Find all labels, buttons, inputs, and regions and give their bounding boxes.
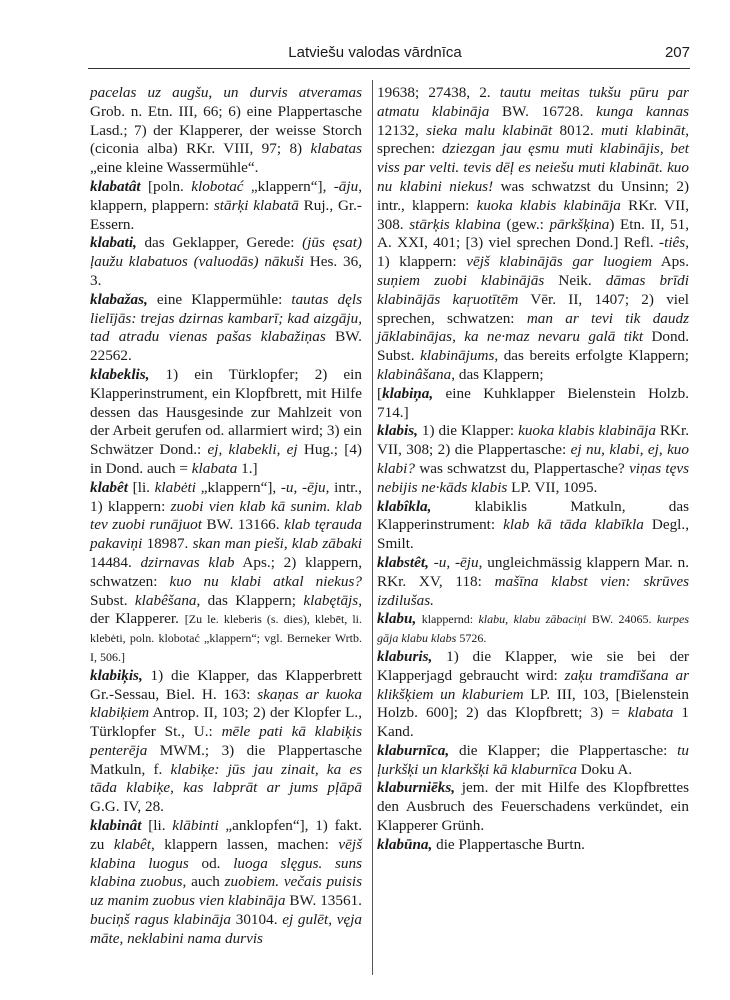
- entry-klabinat: klabinât [li. klābinti „anklopfen“], 1) fakt. zu klabêt, klappern lassen, machen: vējš klabina luogus od. luoga slęgus. suns klabina zuobus, auch zuobiem. večais puisis uz manim zuobus vien klabināja BW. 13561. buciņš ragus klabināja 30104. ej gulēt, vęja māte, neklabini nama durvis: [90, 817, 363, 947]
- entry-klabati: klabati, das Geklapper, Gerede: (jūs ęsat) ļaužu klabatuos (valuodās) nākuši Hes. 36, 3.: [90, 234, 363, 289]
- entry-klabina: [klabiņa, eine Kuhklapper Bielenstein Holzb. 714.]: [377, 384, 689, 421]
- entry-klaburis: klaburis, 1) die Klapper, wie sie bei der Klapperjagd gebraucht wird: zaķu tramdīšana ar klikšķiem un klaburiem LP. III, 103, [Bielenstein Holzb. 600]; 2) das Klopfbrett; 3) = klabata 1 Kand.: [377, 647, 690, 741]
- page-header: [60, 44, 690, 66]
- entry-klaburnieks: klaburniēks, jem. der mit Hilfe des Klopfbrettes den Ausbruch des Feuerschadens verkündet, ein Klapperer Grünh.: [377, 779, 689, 835]
- entry-klabet: klabêt [li. klabėti „klappern“], -u, -ēju, intr., 1) klappern: zuobi vien klab kā sunim. klab tev zuobi runājuot BW. 13166. klab tęrauda pakaviņi 18987. skan man pieši, klab zābaki 14484. dzirnavas klab Aps.; 2) klappern, schwatzen: kuo nu klabi atkal niekus? Subst. klabêšana, das Klappern; klabętājs, der Klapperer. [Zu le. kleberis (s. dies), klebēt, li. klebėti, poln. klobotać „klappern“; vgl. Berneker Wrtb. I, 506.]: [90, 478, 363, 664]
- entry-klabikis: klabiķis, 1) die Klapper, das Klapperbrett Gr.-Sessau, Biel. H. 163: skaņas ar kuoka klabiķiem Antrop. II, 103; 2) der Klopfer L., Türklopfer St., U.: mēle pati kā klabiķis penterēja MWM.; 3) die Plappertasche Matkuln, f. klabiķe: jūs jau zinait, ka es tāda klabiķe, kas labprāt ar jums pļāpā G.G. IV, 28.: [90, 666, 363, 816]
- page-number: 207: [664, 44, 690, 61]
- entry-klaburnica: klaburnīca, die Klapper; die Plappertasche: tu ļurkšķi un klarkšķi kā klaburnīca Doku A.: [377, 741, 689, 778]
- left-column: [90, 84, 362, 949]
- entry-klabeklis: klabeklis, 1) ein Türklopfer; 2) ein Klapperinstrument, ein Klopfbrett, mit Hilfe dessen das Hausgesinde zur Mahlzeit von der Arbeit gerufen od. allarmiert wird; 3) ein Schwätzer Dond.: ej, klabekli, ej Hug.; [4) in Dond. auch = klabata 1.]: [90, 365, 362, 477]
- entry-klabstet: klabstêt, -u, -ēju, ungleichmässig klappern Mar. n. RKr. XV, 118: mašīna klabst vien: skrūves izdilušas.: [377, 553, 690, 609]
- running-title: Latviešu valodas vārdnīca: [288, 44, 462, 61]
- entry-klabazas: klabažas, eine Klappermühle: tautas dęls lielījās: trejas dzirnas kambarī; kad aizgāju, tad atradu vienas pašas klabažiņas BW. 22562.: [90, 290, 362, 365]
- right-column: [377, 84, 689, 855]
- etymology-note: [Zu le. kleberis (s. dies), klebēt, li. klebėti, poln. klobotać „klappern“; vgl. Berneker Wrtb. I, 506.]: [90, 612, 362, 664]
- header-rule: [88, 68, 690, 69]
- entry-klabu: klabu, klappernd: klabu, klabu zābaciņi BW. 24065. kurpes gāja klabu klabs 5726.: [377, 610, 689, 646]
- entry-continuation-right: 19638; 27438, 2. tautu meitas tukšu pūru par atmatu klabināja BW. 16728. kunga kannas 12132, sieka malu klabināt 8012. muti klabināt, sprechen: dziezgan jau ęsmu muti klabinājis, bet viss par velti. tevis dēļ es neiešu muti klabināt. kuo nu klabini niekus! was schwatzst du Unsinn; 2) intr., klappern: kuoka klabis klabināja RKr. VII, 308. stārķis klabina (gew.: pārkšķina) Etn. II, 51, A. XXI, 401; [3) viel sprechen Dond.] Refl. -tiês, 1) klappern: vējš klabinājās gar luogiem Aps. suņiem zuobi klabinājās Neik. dāmas brīdi klabinājās kaŗuotītēm Vēr. II, 1407; 2) viel sprechen, schwatzen: man ar tevi tik daudz jāklabinājas, ka ne·maz nevaru galā tikt Dond. Subst. klabinājums, das bereits erfolgte Klappern; klabinâšana, das Klappern;: [377, 84, 690, 383]
- entry-klabis: klabis, 1) die Klapper: kuoka klabis klabināja RKr. VII, 308; 2) die Plappertasche: ej nu, klabi, ej, kuo klabi? was schwatzst du, Plappertasche? viņas tęvs nebijis ne·kāds klabis LP. VII, 1095.: [377, 422, 690, 496]
- column-divider: [372, 80, 373, 975]
- entry-klabuna: klabūna, die Plappertasche Burtn.: [377, 835, 585, 853]
- entry-continuation: pacelas uz augšu, un durvis atveramas Grob. n. Etn. III, 66; 6) eine Plappertasche Lasd.; 7) der Klapperer, der weisse Storch (ciconia alba) RKr. VIII, 97; 8) klabatas „eine kleine Wassermühle“.: [90, 84, 362, 177]
- entry-klabatat: klabatât [poln. klobotać „klappern“], -āju, klappern, plappern: stārķi klabatā Ruj., Gr.-Essern.: [90, 177, 362, 233]
- entry-klabikla: klabîkla, klabiklis Matkuln, das Klapperinstrument: klab kā tāda klabīkla Degl., Smilt.: [377, 497, 689, 553]
